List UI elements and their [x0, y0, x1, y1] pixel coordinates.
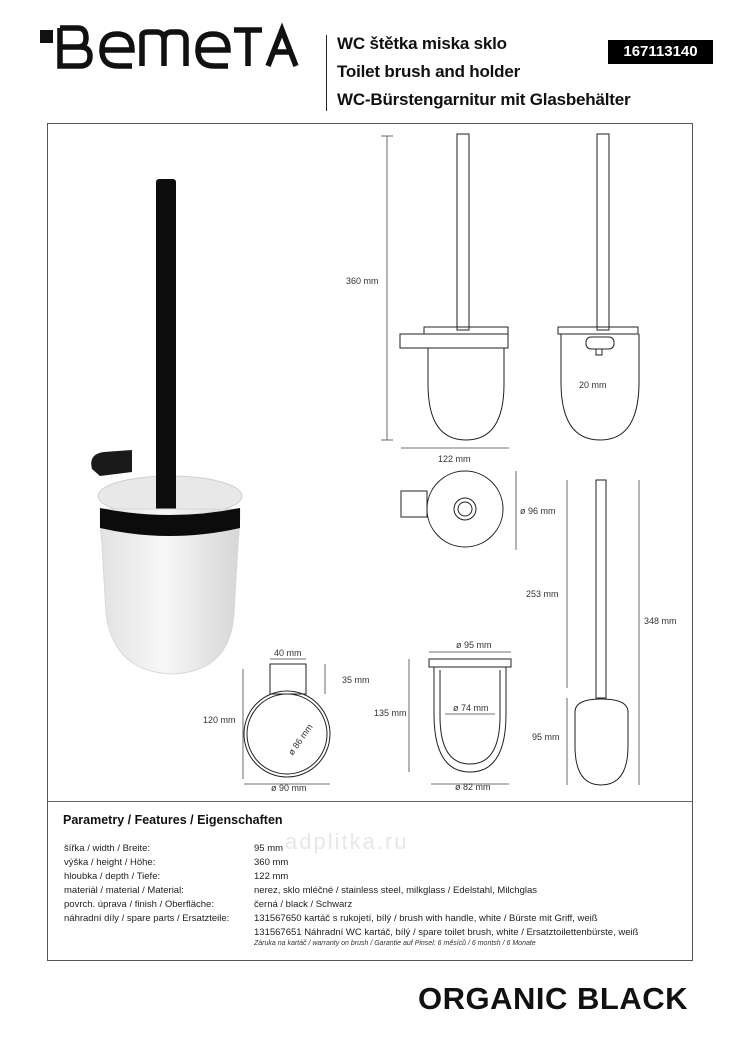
brush-view: [575, 480, 628, 785]
spec-label-spare-parts: náhradní díly / spare parts / Ersatzteile:: [64, 913, 230, 924]
bracket-ring-view: [244, 664, 330, 777]
dim-handle-length: 253 mm: [526, 589, 559, 599]
spec-value-material: nerez, sklo mléčné / stainless steel, milkglass / Edelstahl, Milchglas: [254, 885, 538, 896]
dim-diameter-96: ø 96 mm: [520, 506, 556, 516]
top-view: [401, 471, 503, 547]
dim-head-length: 95 mm: [532, 732, 560, 742]
spec-value-height: 360 mm: [254, 857, 289, 868]
title-divider: [326, 35, 327, 111]
spec-label-height: výška / height / Höhe:: [64, 857, 156, 868]
bemeta-logo: [40, 22, 300, 72]
glass-section-view: [429, 659, 511, 772]
spec-label-depth: hloubka / depth / Tiefe:: [64, 871, 161, 882]
dim-glass-inner: ø 74 mm: [453, 703, 489, 713]
dim-ring-outer: ø 90 mm: [271, 783, 307, 793]
product-photo: [91, 179, 242, 674]
product-title-cz: WC štětka miska sklo: [337, 34, 507, 53]
dim-glass-bottom: ø 82 mm: [455, 782, 491, 792]
spec-value-spare-part-1: 131567650 kartáč s rukojetí, bílý / brush with handle, white / Bürste mit Griff, weiß: [254, 913, 598, 924]
spec-label-material: materiál / material / Material:: [64, 885, 184, 896]
dim-brush-length: 348 mm: [644, 616, 677, 626]
front-view: [558, 134, 639, 440]
product-title-de: WC-Bürstengarnitur mit Glasbehälter: [337, 90, 631, 109]
collection-name: ORGANIC BLACK: [418, 981, 688, 1016]
features-title: Parametry / Features / Eigenschaften: [63, 813, 283, 827]
features-divider: [48, 801, 692, 802]
dim-bracket-height: 35 mm: [342, 675, 370, 685]
spec-value-spare-part-2: 131567651 Náhradní WC kartáč, bílý / spare toilet brush, white / Ersatztoilettenbürste, weiß: [254, 927, 639, 938]
product-title-en: Toilet brush and holder: [337, 62, 521, 81]
watermark: adplitka.ru: [285, 829, 409, 854]
spec-label-width: šířka / width / Breite:: [64, 843, 151, 854]
spec-value-depth: 122 mm: [254, 871, 289, 882]
side-view: [400, 134, 508, 440]
technical-drawing: [48, 124, 692, 800]
product-code-badge: 167113140: [608, 40, 713, 64]
spec-label-finish: povrch. úprava / finish / Oberfläche:: [64, 899, 214, 910]
spec-value-width: 95 mm: [254, 843, 284, 854]
warranty-note: Záruka na kartáč / warranty on brush / Garantie auf Pinsel: 6 měsíců / 6 montsh / 6 Monate: [254, 940, 536, 947]
dim-depth: 122 mm: [438, 454, 471, 464]
dim-glass-top: ø 95 mm: [456, 640, 492, 650]
dim-bracket-width: 40 mm: [274, 648, 302, 658]
spec-value-finish: černá / black / Schwarz: [254, 899, 353, 910]
dim-pin: 20 mm: [579, 380, 607, 390]
dim-bracket-total: 120 mm: [203, 715, 236, 725]
dim-ring-inner: ø 86 mm: [286, 722, 315, 757]
dim-glass-height: 135 mm: [374, 708, 407, 718]
dim-height-total: 360 mm: [346, 276, 379, 286]
